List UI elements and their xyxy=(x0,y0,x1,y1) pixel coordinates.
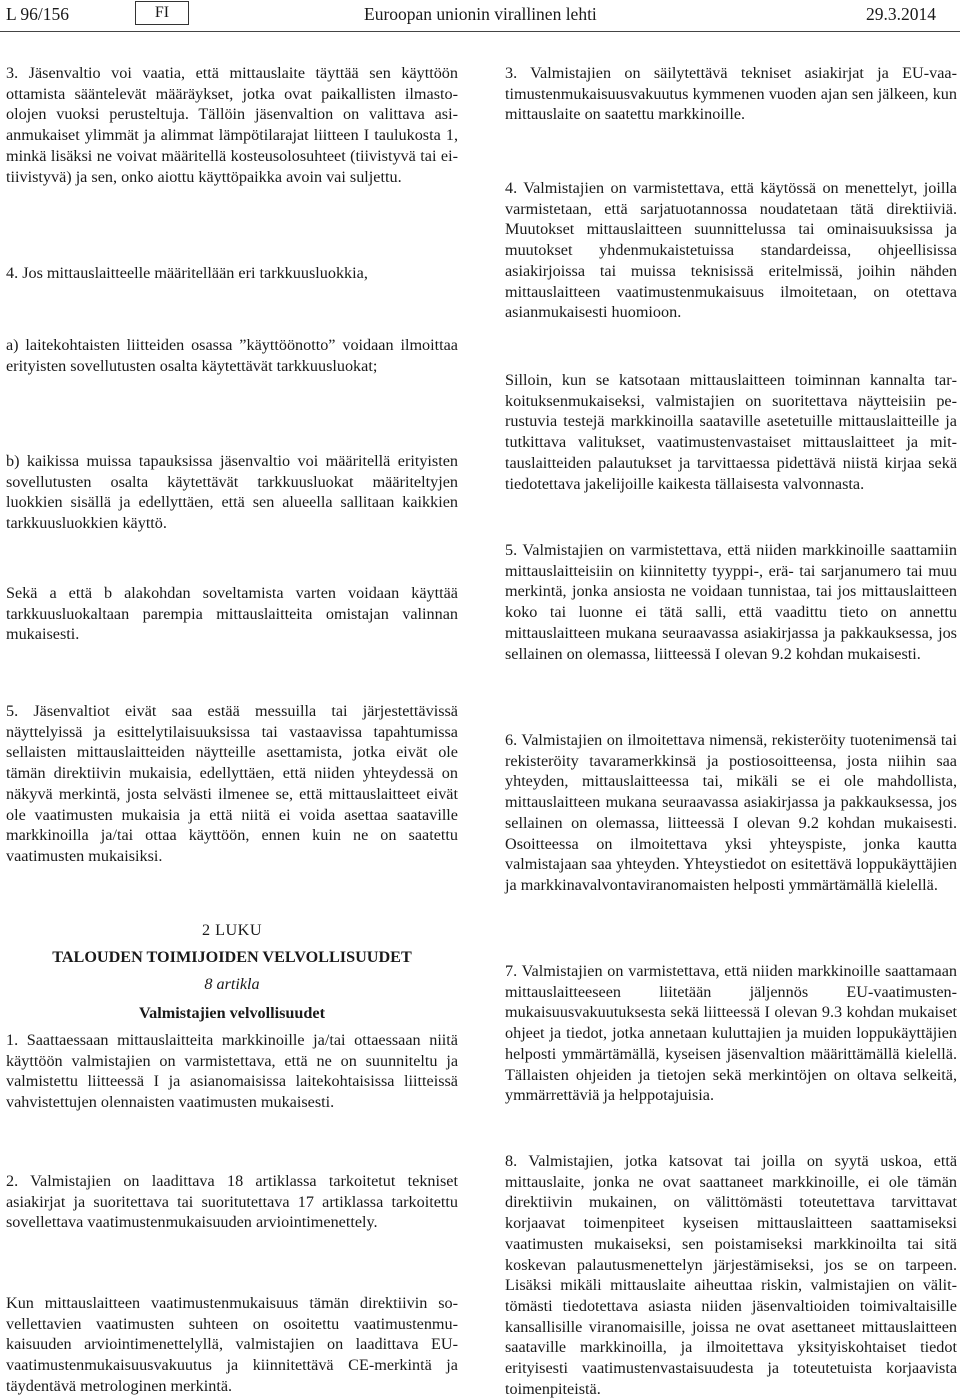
paragraph-4: 4. Jos mittauslaitteelle määritellään eri tarkkuusluokkia, xyxy=(6,264,368,282)
paragraph-5: 5. Jäsenvaltiot eivät saa estää messuilla tai järjestettävissä näyttelyissä ja esittelytilaisuuksissa tai vastaavissa tapahtumissa sellaisten mittauslaitteiden näytteille asettamista, jotka eivät ole tämän direktiivin mukaisia, edellyttäen, että niiden yhteydessä on näkyvä merkintä, josta selvästi ilmenee se, että mittauslaitteet eivät ole vaatimusten mukaisia ja että niitä ei voida asettaa saataville markkinoilla ja/tai ottaa käyttöön, ennen kuin ne on saatettu vaatimusten mukaisiksi. xyxy=(6,702,458,865)
language-code: FI xyxy=(135,1,189,25)
article-paragraph-2: 2. Valmistajien on laadittava 18 artiklassa tarkoitetut tekniset asiakirjat ja suoritettava tai suoritutettava 17 artiklassa tarkoitettu sovellettava vaatimustenmukaisuuden arviointimenettely. xyxy=(6,1172,458,1232)
article-number: 8 artikla xyxy=(204,975,260,993)
item-b: b) kaikissa muissa tapauksissa jäsenvaltio voi määritellä erityisten sovellutusten osalta käytettävät tarkkuusluokat määriteltyjen luokkien sisällä ja edellyttäen, että sen alueella sallitaan kaikkien tarkkuusluokkien käyttö. xyxy=(6,452,458,533)
publication-date: 29.3.2014 xyxy=(866,4,936,24)
paragraph-3: 3. Jäsenvaltio voi vaatia, että mittauslaite täyttää sen käyttöön ottamista sääntelevät määräykset, jotka ovat paikallisten ilmastoolojen vuoksi perusteltuja. Tällöin jäsenvaltion on valittava asianmukaiset ylimmät ja alimmat lämpötilarajat liitteen I taulukosta 1, minkä lisäksi ne voivat määritellä kosteusolosuhteet (tiivistyvä tai ei-tiivistyvä) ja sen, onko aiottu käyttöpaikka avoin vai suljettu. xyxy=(6,64,458,186)
article-paragraph-6: 6. Valmistajien on ilmoitettava nimensä, rekisteröity tuotenimensä tai rekisteröity tavaramerkkinsä ja postiosoitteensa, josta niihin saa yhteyden, mittauslaitteessa tai, mikäli se ei ole mahdollista, mittauslaitteen mukana seuraavassa asiakirjassa ja pakkauksessa, jos sellainen on olemassa, liitteessä I olevan 9.2 kohdan mukaisesti. Osoitteessa on ilmoitettava yksi yhteyspiste, jonka kautta valmistajaan saa yhteyden. Yhteystiedot on esitettävä loppukäyttäjien ja markkinavalvontaviranomaisten helposti ymmärtämällä kielellä. xyxy=(505,731,957,894)
article-paragraph-2-continued: Kun mittauslaitteen vaatimustenmukaisuus tämän direktiivin sovellettavien vaatimusten suhteen on osoitettu vaatimustenmukaisuuden arviointimenettelyllä, valmistajien on laadittava EU-vaatimustenmukaisuusvakuutus ja kiinnitettävä CE-merkintä ja täydentävä metrologinen merkintä. xyxy=(6,1294,458,1395)
article-title: Valmistajien velvollisuudet xyxy=(138,1004,326,1022)
article-paragraph-7: 7. Valmistajien on varmistettava, että niiden markkinoille saattamaan mittauslaitteeseen liitetään jäljennös EU-vaatimustenmukaisuusvakuutuksesta sekä liitteessä I olevan 9.3 kohdan mukaiset ohjeet ja tiedot, jotka annetaan kuluttajien ja muiden loppukäyttäjien helposti ymmärtämällä, kyseisen jäsenvaltion määrittämällä kielellä. Tällaisten ohjeiden ja tietojen sekä merkintöjen on oltava selkeitä, ymmärrettäviä ja helppotajuisia. xyxy=(505,962,957,1105)
article-paragraph-3: 3. Valmistajien on säilytettävä tekniset asiakirjat ja EU-vaatimustenmukaisuusvakuutus kymmenen vuoden ajan sen jälkeen, kun mittauslaite on saatettu markkinoille. xyxy=(505,64,957,124)
article-paragraph-4-continued: Silloin, kun se katsotaan mittauslaitteen toiminnan kannalta tarkoituksenmukaiseksi, valmistajien on suoritettava näytteisiin perustuvia testejä markkinoilla saataville asetetuille mittauslaitteille ja tutkittava valitukset, vaatimustenvastaiset mittauslaitteet ja mittauslaitteiden palautukset ja tarvittaessa pidettävä niistä kirjaa sekä tiedotettava jakelijoille kaikesta tällaisesta valvonnasta. xyxy=(505,371,957,493)
item-a: a) laitekohtaisten liitteiden osassa ”käyttöönotto” voidaan ilmoittaa erityisten sovellutusten osalta käytettävät tarkkuusluokat; xyxy=(6,336,458,375)
article-paragraph-8: 8. Valmistajien, jotka katsovat tai joilla on syytä uskoa, että mittauslaite, jonka ne ovat saattaneet markkinoille, ei ole tämän direktiivin mukainen, on välittömästi toteutettava tarvittavat korjaavat toimenpiteet kyseisen mittauslaitteen saattamiseksi vaatimusten mukaiseksi, sen poistamiseksi markkinoilta tai sitä koskevan palautusmenettelyn järjestämiseksi, jos se on tarpeen. Lisäksi mikäli mittauslaite aiheuttaa riskin, valmistajien on välittömästi tiedotettava asiasta niiden jäsenvaltioiden toimivaltaisille kansallisille viranomaisille, joissa ne ovat asettaneet mittauslaitteen saataville markkinoilla, ja ilmoitettava yksityiskohtaiset tiedot erityisesti vaatimustenvastaisuudesta ja toteutetuista korjaavista toimenpiteistä. xyxy=(505,1152,957,1398)
page-header xyxy=(0,0,960,32)
page-reference: L 96/156 xyxy=(6,4,70,24)
article-paragraph-5: 5. Valmistajien on varmistettava, että niiden markkinoille saattamiin mittauslaitteisiin on kiinnitetty tyyppi-, erä- tai sarjanumero tai muu merkintä, jonka ansiosta ne voidaan tunnistaa, tai jos mittauslaitteen koko tai luonne ei tätä salli, että vaadittu tieto on annettu mittauslaitteen mukana seuraavassa asiakirjassa ja pakkauksessa, jos sellainen on olemassa, liitteessä I olevan 9.2 kohdan mukaisesti. xyxy=(505,541,957,663)
article-paragraph-4: 4. Valmistajien on varmistettava, että käytössä on menettelyt, joilla varmistetaan, että sarjatuotannossa noudatetaan tätä direktiiviä. Muutokset mittauslaitteen suunnittelussa tai ominaisuuksissa ja muutokset yhdenmukaistetuissa standardeissa, ohjeellisissa asiakirjoissa tai muissa teknisissä eritelmissä, joihin nähden mittauslaitteen vaatimustenmukaisuus ilmoitetaan, on otettava asianmukaisesti huomioon. xyxy=(505,179,957,322)
article-paragraph-1: 1. Saattaessaan mittauslaitteita markkinoille ja/tai ottaessaan niitä käyttöön valmistajien on varmistettava, että ne on suunniteltu ja valmistettu liitteessä I ja asianomaisissa laitekohtaisissa liitteissä vahvistettujen olennaisten vaatimusten mukaisesti. xyxy=(6,1031,458,1112)
paragraph-ab: Sekä a että b alakohdan soveltamista varten voidaan käyttää tarkkuusluokaltaan parempia mittauslaitteita omistajan valinnan mukaisesti. xyxy=(6,584,458,644)
chapter-number: 2 LUKU xyxy=(201,921,263,939)
header-rule xyxy=(0,31,960,32)
journal-title: Euroopan unionin virallinen lehti xyxy=(364,4,597,24)
chapter-title: TALOUDEN TOIMIJOIDEN VELVOLLISUUDET xyxy=(52,948,412,966)
